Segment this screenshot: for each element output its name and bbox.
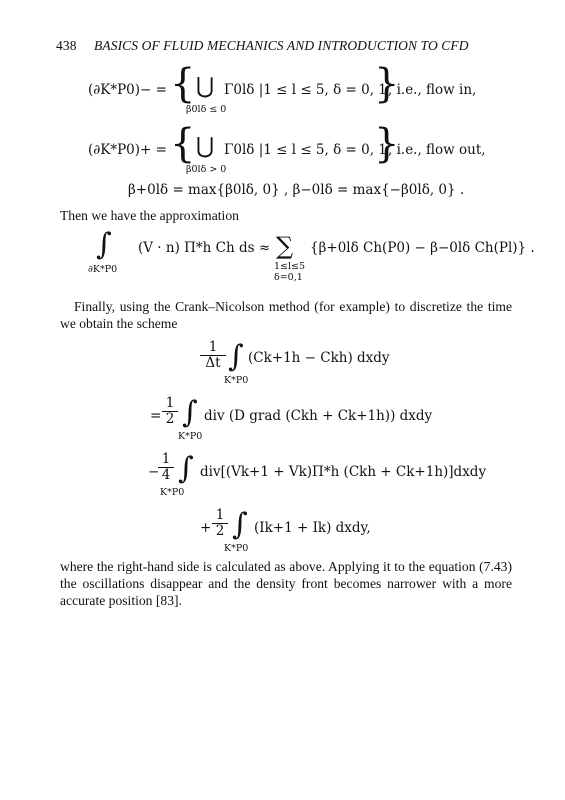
union-symbol-icon: ⋃: [196, 134, 215, 159]
integral-icon: ∫: [96, 227, 112, 262]
fraction-denominator: 2: [215, 523, 225, 539]
right-brace-icon: }: [374, 61, 400, 107]
scheme-line-3-prefix: −: [148, 464, 160, 480]
equation-beta-definition: [128, 182, 508, 202]
approx-lhs: (V · n) Π*h Ch ds ≈: [138, 240, 271, 256]
fraction-denominator: Δt: [205, 355, 221, 371]
approx-sum-limit-1: 1≤l≤5: [274, 261, 306, 272]
scheme-line-3-body: div[(Vk+1 + Vk)Π*h (Ckh + Ck+1h)]dxdy: [200, 464, 487, 480]
paragraph-where: where the right-hand side is calculated as above. Applying it to the equation (7.43) the oscillations disappear and the density front becomes narrower with a more accurate position [83].: [60, 559, 512, 608]
scheme-line-4-domain: K*P0: [224, 543, 249, 554]
left-brace-icon: {: [170, 121, 196, 167]
scheme-line-4: [200, 508, 500, 560]
scheme-line-2-domain: K*P0: [178, 431, 203, 442]
running-header: [56, 38, 469, 54]
integral-icon: ∫: [178, 451, 194, 486]
equation-flow-in: [88, 61, 508, 116]
scheme-line-3-fraction: [158, 452, 174, 483]
eq-flow-out-condition: β0lδ > 0: [186, 164, 227, 175]
fraction-numerator: 1: [158, 452, 174, 468]
fraction-denominator: 2: [165, 411, 175, 427]
equation-approximation: [88, 227, 535, 290]
integral-icon: ∫: [232, 507, 248, 542]
approx-sum-body: {β+0lδ Ch(P0) − β−0lδ Ch(Pl)} .: [310, 240, 535, 256]
scheme-line-2: [150, 396, 490, 448]
integral-icon: ∫: [228, 339, 244, 374]
paragraph-finally: Finally, using the Crank–Nicolson method (for example) to discretize the time we obtain the scheme: [60, 299, 512, 331]
running-title: BASICS OF FLUID MECHANICS AND INTRODUCTION TO CFD: [94, 38, 469, 53]
left-brace-icon: {: [170, 61, 196, 107]
approx-sum-limit-2: δ=0,1: [274, 272, 303, 283]
fraction-numerator: 1: [212, 508, 228, 524]
integral-icon: ∫: [182, 395, 198, 430]
right-brace-icon: }: [374, 121, 400, 167]
paragraph-then: Then we have the approximation: [60, 208, 239, 223]
scheme-line-1-body: (Ck+1h − Ckh) dxdy: [248, 350, 390, 366]
eq-flow-out-union-body: Γ0lδ |1 ≤ l ≤ 5, δ = 0, 1: [224, 142, 387, 158]
beta-definition-text: β+0lδ = max{β0lδ, 0} , β−0lδ = max{−β0lδ, 0} .: [128, 182, 465, 198]
eq-flow-in-union-body: Γ0lδ |1 ≤ l ≤ 5, δ = 0, 1: [224, 82, 387, 98]
fraction-numerator: 1: [200, 340, 226, 356]
scheme-line-1-fraction: [200, 340, 226, 371]
sum-symbol-icon: ∑: [276, 232, 294, 260]
scheme-line-3-domain: K*P0: [160, 487, 185, 498]
scheme-line-3: [148, 452, 508, 504]
scheme-line-4-fraction: [212, 508, 228, 539]
approx-domain: ∂K*P0: [88, 264, 118, 275]
scheme-line-2-fraction: [162, 396, 178, 427]
eq-flow-out-lhs: (∂K*P0)+ =: [88, 142, 167, 158]
union-symbol-icon: ⋃: [196, 74, 215, 99]
page-number: 438: [56, 38, 77, 53]
scheme-line-4-prefix: +: [200, 520, 212, 536]
eq-flow-out-note: , i.e., flow out,: [388, 142, 486, 158]
equation-flow-out: [88, 121, 508, 175]
eq-flow-in-note: , i.e., flow in,: [388, 82, 477, 98]
fraction-numerator: 1: [162, 396, 178, 412]
scheme-line-4-body: (Ik+1 + Ik) dxdy,: [254, 520, 371, 536]
eq-flow-in-condition: β0lδ ≤ 0: [186, 104, 227, 115]
scheme-line-2-body: div (D grad (Ckh + Ck+1h)) dxdy: [204, 408, 433, 424]
scheme-line-1: [200, 340, 500, 392]
scheme-line-2-prefix: =: [150, 408, 162, 424]
scheme-line-1-domain: K*P0: [224, 375, 249, 386]
fraction-denominator: 4: [161, 467, 171, 483]
eq-flow-in-lhs: (∂K*P0)− =: [88, 82, 167, 98]
